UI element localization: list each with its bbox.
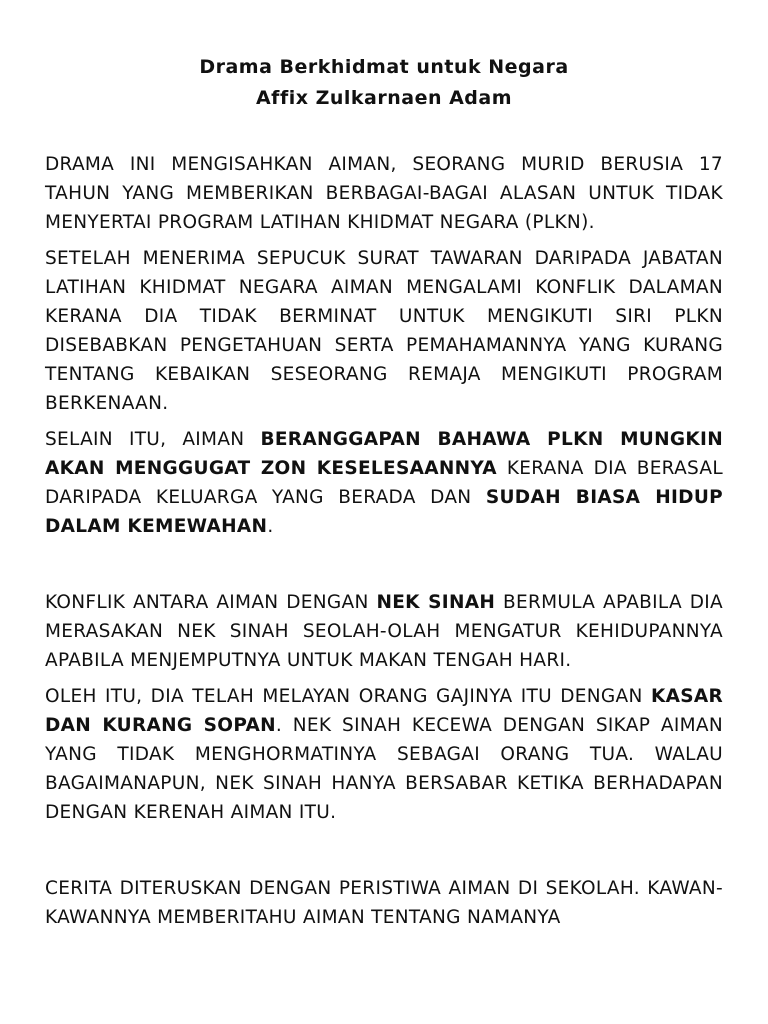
paragraph-text: SETELAH MENERIMA SEPUCUK SURAT TAWARAN DARIPADA JABATAN LATIHAN KHIDMAT NEGARA AIMAN MENGALAMI KONFLIK DALAMAN KERANA DIA TIDAK BERMINAT UNTUK MENGIKUTI SIRI PLKN DISEBABKAN PENGETAHUAN SERTA PEMAHAMANNYA YANG KURANG TENTANG KEBAIKAN SESEORANG REMAJA MENGIKUTI PROGRAM BERKENAAN.: [45, 248, 723, 414]
paragraph-text: . NEK SINAH KECEWA DENGAN SIKAP AIMAN YANG TIDAK MENGHORMATINYA SEBAGAI ORANG TUA. WALAU BAGAIMANAPUN, NEK SINAH HANYA BERSABAR KETIKA BERHADAPAN DENGAN KERENAH AIMAN ITU.: [45, 715, 723, 823]
paragraph-text: DRAMA INI MENGISAHKAN AIMAN, SEORANG MURID BERUSIA 17 TAHUN YANG MEMBERIKAN BERBAGAI-BAGAI ALASAN UNTUK TIDAK MENYERTAI PROGRAM LATIHAN KHIDMAT NEGARA (PLKN).: [45, 154, 723, 233]
paragraph-5: [45, 682, 723, 827]
document-body: [45, 150, 723, 939]
paragraph-4: [45, 588, 723, 675]
paragraph-text: OLEH ITU, DIA TELAH MELAYAN ORANG GAJINYA ITU DENGAN: [45, 686, 651, 707]
document-title: Drama Berkhidmat untuk Negara: [199, 56, 569, 78]
document-author: Affix Zulkarnaen Adam: [255, 87, 513, 109]
paragraph-3: [45, 425, 723, 541]
paragraph-text: BERMULA APABILA DIA MERASAKAN NEK SINAH SEOLAH-OLAH MENGATUR KEHIDUPANNYA APABILA MENJEMPUTNYA UNTUK MAKAN TENGAH HARI.: [45, 592, 723, 671]
paragraph-text: SELAIN ITU, AIMAN: [45, 429, 261, 450]
bold-text: NEK SINAH: [376, 592, 496, 613]
paragraph-text: CERITA DITERUSKAN DENGAN PERISTIWA AIMAN DI SEKOLAH. KAWAN-KAWANNYA MEMBERITAHU AIMAN TENTANG NAMANYA: [45, 878, 723, 928]
bold-text: BERANGGAPAN BAHAWA PLKN MUNGKIN AKAN MENGGUGAT ZON KESELESAANNYA: [45, 429, 723, 479]
bold-text: KASAR DAN KURANG SOPAN: [45, 686, 723, 736]
document-header: [0, 52, 768, 114]
paragraph-6: [45, 874, 723, 932]
paragraph-2: [45, 244, 723, 418]
paragraph-text: .: [267, 516, 274, 537]
bold-text: SUDAH BIASA HIDUP DALAM KEMEWAHAN: [45, 487, 724, 537]
paragraph-text: KONFLIK ANTARA AIMAN DENGAN: [45, 592, 377, 613]
paragraph-text: KERANA DIA BERASAL DARIPADA KELUARGA YANG BERADA DAN: [45, 458, 723, 508]
paragraph-1: [45, 150, 723, 237]
